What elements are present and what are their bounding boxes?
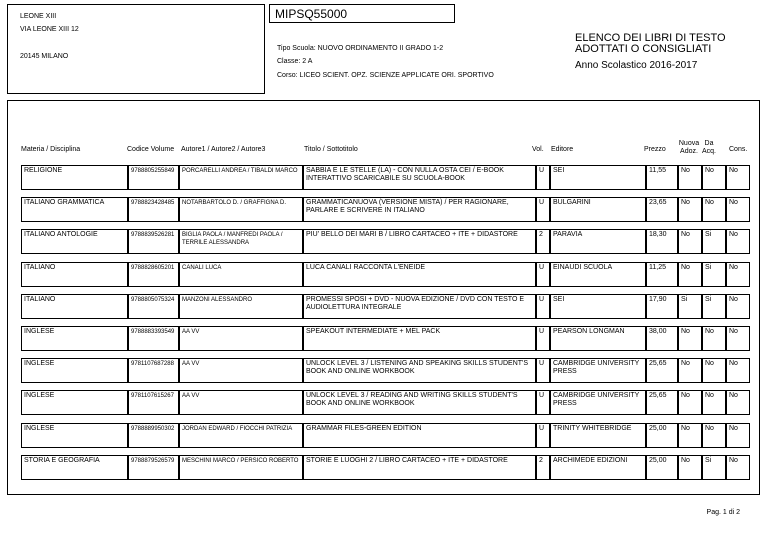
col-titolo: Titolo / Sottotitolo (304, 146, 358, 153)
cell-titolo: SPEAKOUT INTERMEDIATE + MEL PACK (303, 326, 536, 351)
tipo-scuola: Tipo Scuola: NUOVO ORDINAMENTO II GRADO 1-2 (277, 45, 444, 52)
cell-titolo: STORIE E LUOGHI 2 / LIBRO CARTACEO + ITE + DIDASTORE (303, 455, 536, 480)
cell-autori: AA VV (179, 358, 303, 383)
cell-vol: U (536, 423, 550, 448)
heading-line1: ELENCO DEI LIBRI DI TESTO (575, 32, 726, 44)
cell-vol: U (536, 165, 550, 190)
cell-titolo: UNLOCK LEVEL 3 / LISTENING AND SPEAKING SKILLS STUDENT'S BOOK AND ONLINE WORKBOOK (303, 358, 536, 383)
cell-vol: U (536, 294, 550, 319)
col-editore: Editore (551, 146, 574, 153)
cell-nuova: No (678, 165, 702, 190)
cell-cons: No (726, 229, 750, 254)
cell-cons: No (726, 358, 750, 383)
cell-editore: TRINITY WHITEBRIDGE (550, 423, 646, 448)
table-row (8, 294, 761, 325)
heading-line2: ADOTTATI O CONSIGLIATI (575, 43, 712, 55)
cell-vol: 2 (536, 455, 550, 480)
cell-prezzo: 23,65 (646, 197, 678, 222)
cell-autori: PORCARELLI ANDREA / TIBALDI MARCO (179, 165, 303, 190)
school-address: VIA LEONE XIII 12 (20, 26, 79, 33)
table-row (8, 197, 761, 228)
cell-nuova: No (678, 229, 702, 254)
cell-editore: SEI (550, 294, 646, 319)
cell-cons: No (726, 197, 750, 222)
cell-titolo: GRAMMATICANUOVA (VERSIONE MISTA) / PER RAGIONARE, PARLARE E SCRIVERE IN ITALIANO (303, 197, 536, 222)
table-row (8, 229, 761, 260)
cell-materia: ITALIANO GRAMMATICA (21, 197, 128, 222)
cell-da: No (702, 358, 726, 383)
cell-materia: INGLESE (21, 326, 128, 351)
cell-prezzo: 25,00 (646, 423, 678, 448)
cell-nuova: No (678, 358, 702, 383)
cell-cons: No (726, 390, 750, 415)
cell-materia: STORIA E GEOGRAFIA (21, 455, 128, 480)
cell-vol: 2 (536, 229, 550, 254)
cell-cons: No (726, 326, 750, 351)
col-vol: Vol. (532, 146, 544, 153)
cell-materia: ITALIANO (21, 262, 128, 287)
corso: Corso: LICEO SCIENT. OPZ. SCIENZE APPLICATE ORI. SPORTIVO (277, 72, 494, 79)
cell-codice: 9788805255849 (128, 165, 179, 190)
col-autori: Autore1 / Autore2 / Autore3 (181, 146, 266, 153)
cell-prezzo: 25,65 (646, 390, 678, 415)
table-row (8, 326, 761, 357)
cell-editore: SEI (550, 165, 646, 190)
col-codice: Codice Volume (127, 146, 175, 153)
cell-autori: AA VV (179, 326, 303, 351)
cell-nuova: No (678, 262, 702, 287)
table-row (8, 390, 761, 421)
cell-prezzo: 11,55 (646, 165, 678, 190)
cell-vol: U (536, 197, 550, 222)
cell-nuova: No (678, 423, 702, 448)
cell-prezzo: 25,00 (646, 455, 678, 480)
cell-titolo: SABBIA E LE STELLE (LA) - CON NULLA OSTA CEI / E-BOOK INTERATTIVO SCARICABILE SU SCUOLA-BOOK (303, 165, 536, 190)
cell-prezzo: 17,90 (646, 294, 678, 319)
cell-titolo: LUCA CANALI RACCONTA L'ENEIDE (303, 262, 536, 287)
cell-codice: 9788883393549 (128, 326, 179, 351)
cell-codice: 9788889950302 (128, 423, 179, 448)
cell-codice: 9788879526579 (128, 455, 179, 480)
cell-editore: ARCHIMEDE EDIZIONI (550, 455, 646, 480)
school-year: Anno Scolastico 2016-2017 (575, 60, 698, 71)
col-da: Da Acq. (702, 140, 717, 155)
cell-vol: U (536, 262, 550, 287)
cell-codice: 9781107615267 (128, 390, 179, 415)
col-nuova: Nuova Adoz. (678, 140, 700, 155)
cell-autori: AA VV (179, 390, 303, 415)
col-materia: Materia / Disciplina (21, 146, 81, 153)
cell-nuova: No (678, 455, 702, 480)
cell-nuova: No (678, 390, 702, 415)
cell-prezzo: 11,25 (646, 262, 678, 287)
cell-da: No (702, 326, 726, 351)
cell-autori: MESCHINI MARCO / PERSICO ROBERTO (179, 455, 303, 480)
cell-da: Si (702, 455, 726, 480)
cell-da: No (702, 423, 726, 448)
cell-editore: PARAVIA (550, 229, 646, 254)
cell-da: No (702, 390, 726, 415)
cell-editore: CAMBRIDGE UNIVERSITY PRESS (550, 358, 646, 383)
classe: Classe: 2 A (277, 58, 313, 65)
table-row (8, 423, 761, 454)
cell-vol: U (536, 390, 550, 415)
cell-nuova: No (678, 326, 702, 351)
cell-titolo: PIU' BELLO DEI MARI B / LIBRO CARTACEO + ITE + DIDASTORE (303, 229, 536, 254)
cell-materia: ITALIANO (21, 294, 128, 319)
cell-codice: 9788823428485 (128, 197, 179, 222)
cell-autori: JORDAN EDWARD / FIOCCHI PATRIZIA (179, 423, 303, 448)
cell-editore: EINAUDI SCUOLA (550, 262, 646, 287)
cell-cons: No (726, 455, 750, 480)
school-name: LEONE XIII (20, 13, 57, 20)
cell-autori: BIGLIA PAOLA / MANFREDI PAOLA / TERRILE ALESSANDRA (179, 229, 303, 254)
cell-nuova: No (678, 197, 702, 222)
cell-materia: ITALIANO ANTOLOGIE (21, 229, 128, 254)
cell-cons: No (726, 165, 750, 190)
cell-codice: 9788805075324 (128, 294, 179, 319)
cell-vol: U (536, 326, 550, 351)
cell-titolo: UNLOCK LEVEL 3 / READING AND WRITING SKILLS STUDENT'S BOOK AND ONLINE WORKBOOK (303, 390, 536, 415)
book-table (7, 100, 760, 495)
cell-editore: BULGARINI (550, 197, 646, 222)
cell-prezzo: 38,00 (646, 326, 678, 351)
cell-da: No (702, 165, 726, 190)
cell-cons: No (726, 294, 750, 319)
cell-materia: INGLESE (21, 358, 128, 383)
cell-cons: No (726, 262, 750, 287)
col-cons: Cons. (729, 146, 748, 153)
table-row (8, 165, 761, 196)
cell-autori: NOTARBARTOLO D. / GRAFFIGNA D. (179, 197, 303, 222)
school-city: 20145 MILANO (20, 53, 69, 60)
cell-cons: No (726, 423, 750, 448)
cell-codice: 9781107687288 (128, 358, 179, 383)
cell-titolo: GRAMMAR FILES-GREEN EDITION (303, 423, 536, 448)
school-code: MIPSQ55000 (269, 4, 455, 23)
cell-autori: MANZONI ALESSANDRO (179, 294, 303, 319)
cell-prezzo: 18,30 (646, 229, 678, 254)
cell-codice: 9788828605201 (128, 262, 179, 287)
cell-editore: PEARSON LONGMAN (550, 326, 646, 351)
cell-prezzo: 25,65 (646, 358, 678, 383)
cell-da: Si (702, 262, 726, 287)
cell-materia: INGLESE (21, 423, 128, 448)
cell-da: No (702, 197, 726, 222)
cell-titolo: PROMESSI SPOSI + DVD - NUOVA EDIZIONE / DVD CON TESTO E AUDIOLETTURA INTEGRALE (303, 294, 536, 319)
cell-vol: U (536, 358, 550, 383)
cell-da: Si (702, 294, 726, 319)
cell-materia: INGLESE (21, 390, 128, 415)
cell-editore: CAMBRIDGE UNIVERSITY PRESS (550, 390, 646, 415)
table-row (8, 358, 761, 389)
cell-autori: CANALI LUCA (179, 262, 303, 287)
table-row (8, 455, 761, 486)
cell-da: Si (702, 229, 726, 254)
cell-materia: RELIGIONE (21, 165, 128, 190)
table-row (8, 262, 761, 293)
cell-nuova: Si (678, 294, 702, 319)
cell-codice: 9788839526281 (128, 229, 179, 254)
page-number: Pag. 1 di 2 (706, 509, 740, 516)
col-prezzo: Prezzo (644, 146, 666, 153)
